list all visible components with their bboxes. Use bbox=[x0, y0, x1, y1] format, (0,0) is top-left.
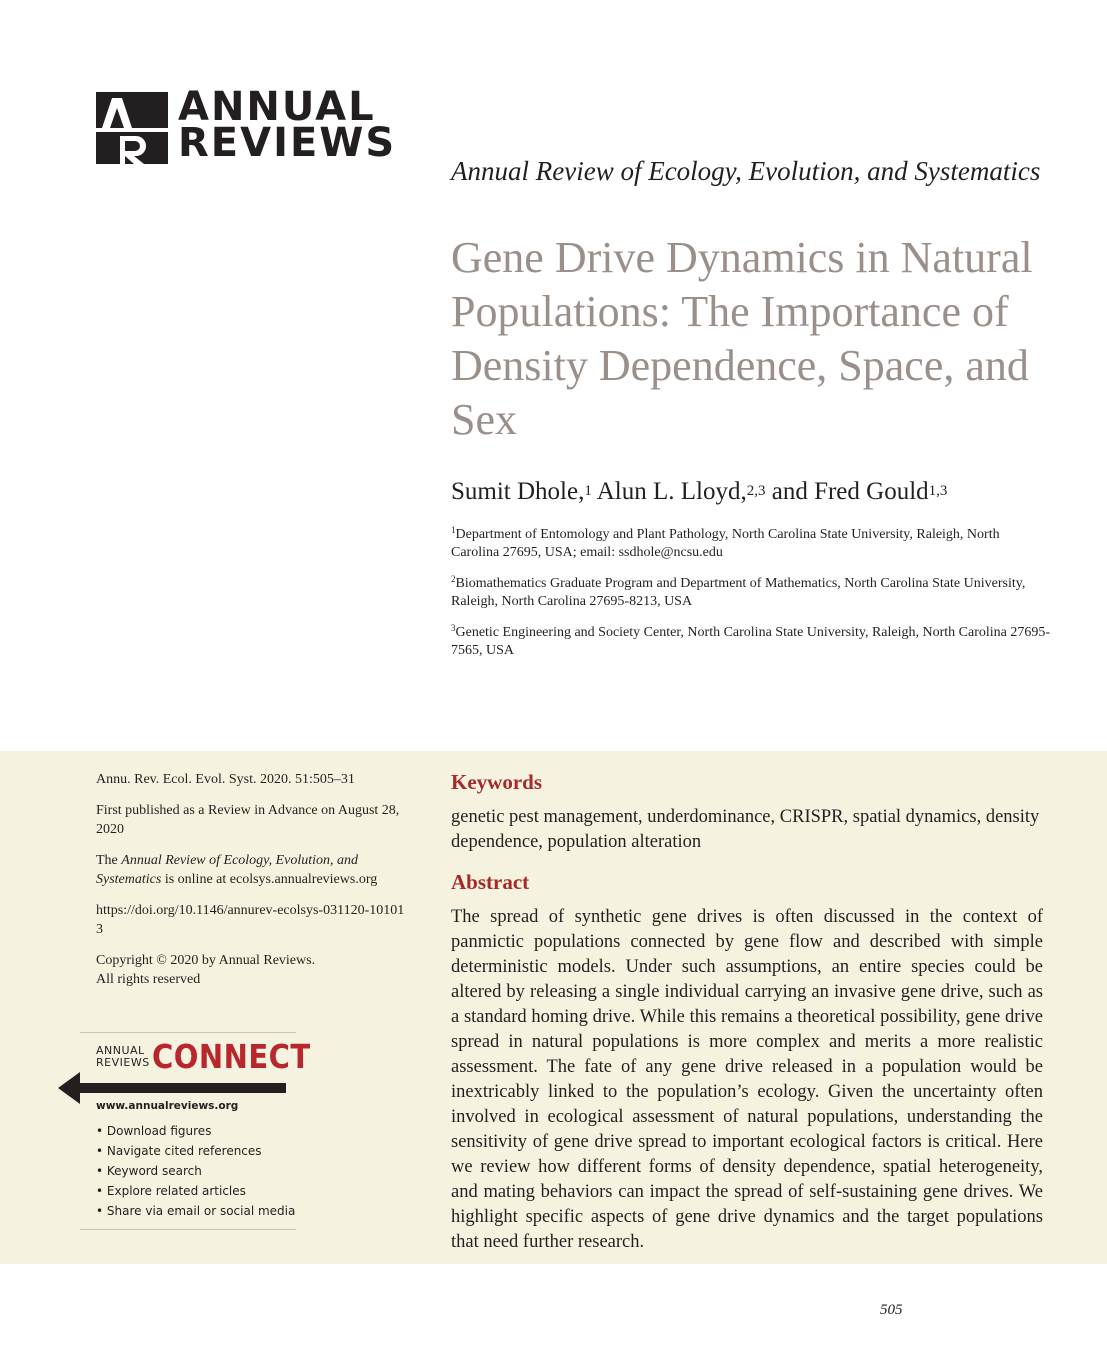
affiliation-text: Biomathematics Graduate Program and Department of Mathematics, North Carolina State University, Raleigh, North Carolina 27695-8213, USA bbox=[451, 576, 1026, 609]
affiliation-sup: 1 bbox=[451, 525, 456, 535]
affiliation-sup: 3 bbox=[451, 623, 456, 633]
list-item: • Keyword search bbox=[96, 1164, 202, 1178]
affiliation-text: Department of Entomology and Plant Pathology, North Carolina State University, Raleigh, North Carolina 27695, USA; email: ssdhole@ncsu.edu bbox=[451, 527, 1000, 560]
keywords-heading: Keywords bbox=[451, 770, 542, 794]
annual-reviews-connect-box[interactable] bbox=[80, 1032, 311, 1230]
affiliations bbox=[451, 521, 1051, 668]
journal-series: Annual Review of Ecology, Evolution, and Systematics bbox=[451, 156, 1041, 186]
connect-wordmark: CONNECT bbox=[152, 1037, 311, 1076]
affiliation-item bbox=[451, 570, 1051, 611]
author-list bbox=[451, 477, 1071, 510]
list-item: • Share via email or social media bbox=[96, 1204, 296, 1218]
author-affil-sup: 1 bbox=[584, 483, 592, 499]
affiliation-item bbox=[451, 619, 1051, 660]
affiliation-sup: 2 bbox=[451, 574, 456, 584]
online-journal-name: Annual Review of Ecology, Evolution, and Systematics bbox=[96, 853, 359, 887]
connect-url[interactable]: www.annualreviews.org bbox=[96, 1100, 239, 1112]
list-item: • Navigate cited references bbox=[96, 1144, 262, 1158]
logo-line-reviews: REVIEWS bbox=[178, 120, 397, 166]
citation: Annu. Rev. Ecol. Evol. Syst. 2020. 51:505–31 bbox=[96, 772, 355, 787]
author-affil-sup: 1,3 bbox=[928, 483, 948, 499]
abstract-text: The spread of synthetic gene drives is often discussed in the context of panmictic populations connected by gene flow and described with simple deterministic models. Under such assumptions, an entire species could be altered by releasing a single individual carrying an invasive gene drive, such as a standard homing drive. While this remains a theoretical possibility, gene drive spread in natural populations is more complex and merits a more realistic assessment. The fate of any gene drive released in a population would be inextricably linked to the population’s ecology. Given the uncertainty often involved in ecological assessment of natural populations, understanding the sensitivity of gene drive spread to important ecological factors is critical. Here we review how different forms of density dependence, spatial heterogeneity, and mating behaviors can impact the spread of self-sustaining gene drives. We highlight specific aspects of gene drive dynamics and the target populations that need further research. bbox=[451, 907, 1043, 1252]
affiliation-text: Genetic Engineering and Society Center, North Carolina State University, Raleigh, North Carolina 27695-7565, USA bbox=[451, 625, 1051, 658]
connect-annual-reviews-label: ANNUAL REVIEWS bbox=[96, 1044, 150, 1069]
first-published: First published as a Review in Advance on August 28, 2020 bbox=[96, 803, 400, 837]
list-item: • Download figures bbox=[96, 1124, 212, 1138]
article-title: Gene Drive Dynamics in Natural Populations: The Importance of Density Dependence, Space, and Sex bbox=[451, 233, 1033, 444]
author-name: Alun L. Lloyd, bbox=[596, 478, 747, 505]
abstract-heading: Abstract bbox=[451, 870, 530, 894]
copyright: Copyright © 2020 by Annual Reviews. All rights reserved bbox=[96, 953, 316, 987]
affiliation-item bbox=[451, 521, 1051, 562]
doi-link[interactable]: https://doi.org/10.1146/annurev-ecolsys-031120-101013 bbox=[96, 903, 405, 937]
ar-logo-mark-icon bbox=[96, 92, 168, 164]
list-item: • Explore related articles bbox=[96, 1184, 246, 1198]
connect-feature-list bbox=[96, 1121, 295, 1221]
author-affil-sup: 2,3 bbox=[746, 483, 766, 499]
logo-wordmark bbox=[178, 84, 397, 166]
logo-line-annual: ANNUAL bbox=[178, 84, 376, 130]
annual-reviews-logo bbox=[96, 84, 397, 168]
online-note: The Annual Review of Ecology, Evolution, and Systematics is online at ecolsys.annualreviews.org bbox=[96, 853, 378, 887]
author-name: and Fred Gould bbox=[771, 478, 929, 505]
author-name: Sumit Dhole, bbox=[451, 478, 585, 505]
keywords-text: genetic pest management, underdominance, CRISPR, spatial dynamics, density dependence, population alteration bbox=[451, 807, 1040, 852]
article-metadata bbox=[96, 770, 411, 1001]
page-number: 505 bbox=[880, 1302, 903, 1318]
